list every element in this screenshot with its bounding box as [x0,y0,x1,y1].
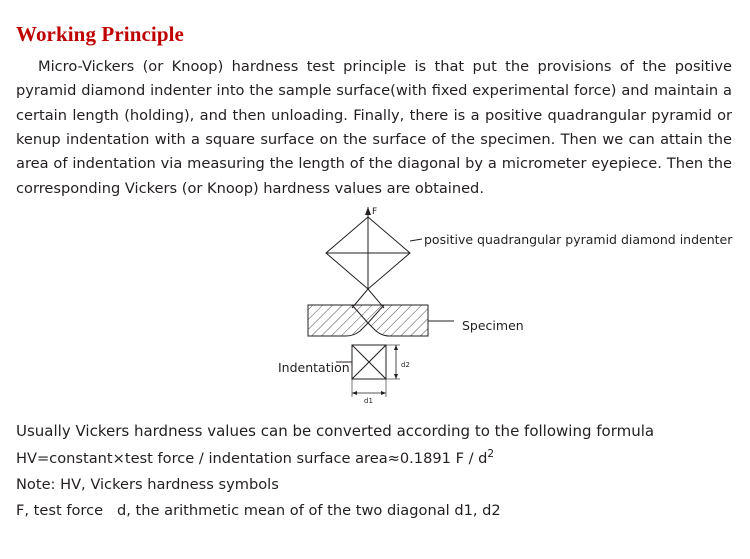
definitions-line: F, test force d, the arithmetic mean of of the two diagonal d1, d2 [16,501,501,519]
formula-notes [14,419,736,522]
page-title: Working Principle [16,22,184,46]
document-page [0,22,750,559]
principle-figure [14,205,736,417]
formula-text: HV=constant×test force / indentation surface area≈0.1891 F / d [16,450,488,468]
svg-text:d1: d1 [364,397,373,406]
working-principle-paragraph: Micro-Vickers (or Knoop) hardness test principle is that put the provisions of the positive pyramid diamond indenter into the sample surface(with fixed experimental force) and maintain a certain length (holding), and then unloading. Finally, there is a positive quadrangular pyramid or kenup indentation with a square surface on the surface of the specimen. Then we can attain the area of indentation via measuring the length of the diagonal by a micrometer eyepiece. Then the corresponding Vickers (or Knoop) hardness values are obtained. [16,58,732,197]
formula-exponent: 2 [487,448,495,461]
figure-label-indenter: positive quadrangular pyramid diamond indenter [424,232,733,248]
figure-drawing [264,205,750,417]
formula-line [16,446,736,471]
svg-text:F: F [372,207,378,218]
figure-label-specimen: Specimen [462,318,524,334]
svg-text:d2: d2 [401,361,410,370]
note-line: Note: HV, Vickers hardness symbols [16,475,279,493]
formula-intro-line: Usually Vickers hardness values can be converted according to the following formula [16,422,655,441]
figure-label-indentation: Indentation [278,360,350,376]
